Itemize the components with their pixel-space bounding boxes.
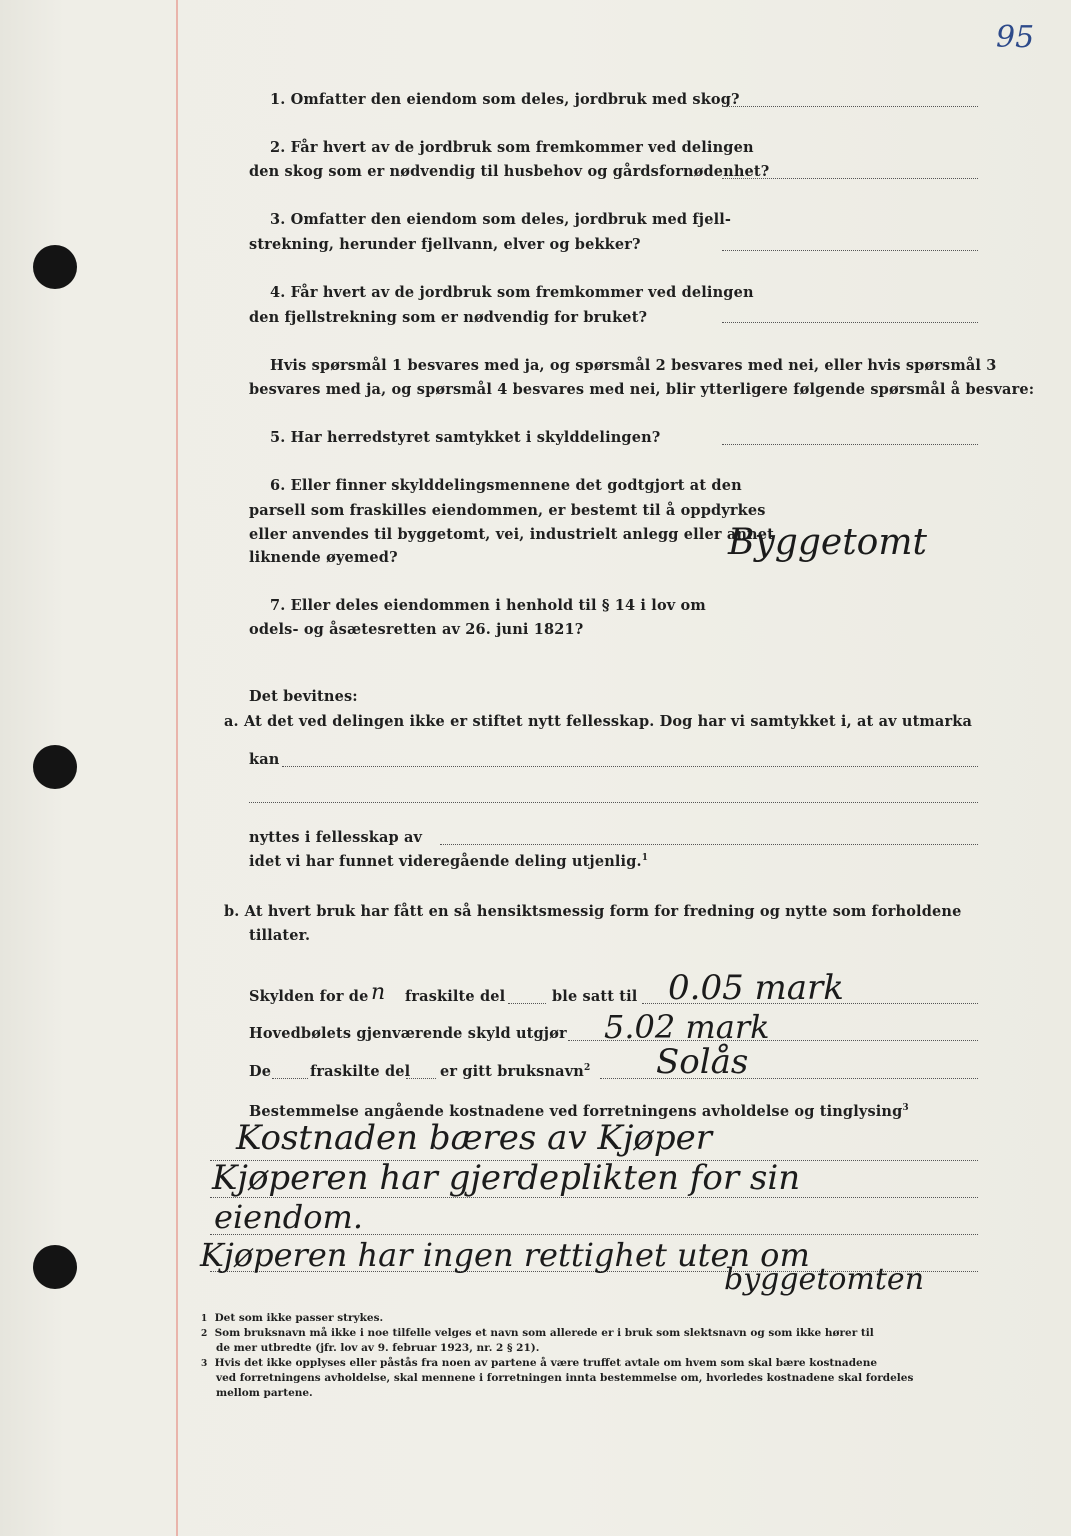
skyld-fraskilte: fraskilte del xyxy=(405,988,506,1005)
answer-line-3 xyxy=(722,250,978,251)
footnote-3-num: 3 xyxy=(201,1359,208,1369)
question-6-line-1: 6. Eller finner skylddelingsmennene det godtgjort at den xyxy=(270,477,742,494)
question-6-line-4: liknende øyemed? xyxy=(249,549,398,566)
footnote-3-line-3: mellom partene. xyxy=(216,1387,313,1399)
kostnad-handwritten-4: Kjøperen har ingen rettighet uten om xyxy=(200,1236,810,1274)
witness-a-kan: kan xyxy=(249,751,280,768)
bruksnavn-fraskilte: fraskilte del xyxy=(310,1063,411,1080)
question-2-line-1: 2. Får hvert av de jordbruk som fremkommer ved delingen xyxy=(270,139,754,156)
question-5: 5. Har herredstyret samtykket i skylddelingen? xyxy=(270,429,661,446)
kostnad-handwritten-3: eiendom. xyxy=(214,1198,363,1236)
nyttes-line xyxy=(440,844,978,845)
question-3-line-2: strekning, herunder fjellvann, elver og bekker? xyxy=(249,236,641,253)
red-margin-line xyxy=(176,0,178,1536)
skyld-value-handwritten: 0.05 mark xyxy=(668,968,844,1008)
witness-a-idet-text: idet vi har funnet videregående deling utjenlig. xyxy=(249,853,642,870)
punch-hole-icon xyxy=(33,1245,77,1289)
question-7-line-1: 7. Eller deles eiendommen i henhold til § 14 i lov om xyxy=(270,597,706,614)
question-4-line-2: den fjellstrekning som er nødvendig for bruket? xyxy=(249,309,648,326)
condition-line-1: Hvis spørsmål 1 besvares med ja, og spørsmål 2 besvares med nei, eller hvis spørsmål 3 xyxy=(270,357,997,374)
bruksnavn-gitt-text: er gitt bruksnavn xyxy=(440,1063,584,1080)
witness-b-line-2: tillater. xyxy=(249,927,311,944)
footnote-ref-2: 2 xyxy=(584,1063,591,1074)
kostnad-handwritten-5: byggetomten xyxy=(724,1262,925,1297)
bruksnavn-handwritten: Solås xyxy=(656,1042,749,1082)
footnote-ref-1: 1 xyxy=(641,853,649,864)
footnote-2 xyxy=(201,1327,874,1339)
hovedbol-value-handwritten: 5.02 mark xyxy=(604,1008,770,1046)
witness-a-nyttes: nyttes i fellesskap av xyxy=(249,829,423,846)
bestemmelse-text: Bestemmelse angående kostnadene ved forretningens avholdelse og tinglysing xyxy=(249,1103,903,1120)
skyld-dots-1 xyxy=(508,1003,546,1004)
question-6-line-2: parsell som fraskilles eiendommen, er bestemt til å oppdyrkes xyxy=(249,502,766,519)
kostnad-handwritten-2: Kjøperen har gjerdeplikten for sin xyxy=(212,1158,801,1198)
footnote-2-text: Som bruksnavn må ikke i noe tilfelle velges et navn som allerede er i bruk som slektsnavn og som ikke hører til xyxy=(214,1327,874,1339)
footnote-2-line-2: de mer utbredte (jfr. lov av 9. februar 1923, nr. 2 § 21). xyxy=(216,1342,540,1354)
answer-6-handwritten: Byggetomt xyxy=(728,522,927,563)
witness-b-line-1: b. At hvert bruk har fått en så hensiktsmessig form for fredning og nytte som forholdene xyxy=(224,903,962,920)
footnote-3 xyxy=(201,1357,877,1369)
skyld-satt: ble satt til xyxy=(552,988,638,1005)
page-number: 95 xyxy=(996,20,1035,55)
kostnad-handwritten-1: Kostnaden bæres av Kjøper xyxy=(236,1118,713,1158)
witness-a-line-1: a. At det ved delingen ikke er stiftet nytt fellesskap. Dog har vi samtykket i, at av utmarka xyxy=(224,713,972,730)
answer-line-4 xyxy=(722,322,978,323)
witness-heading: Det bevitnes: xyxy=(249,688,358,705)
question-3-line-1: 3. Omfatter den eiendom som deles, jordbruk med fjell- xyxy=(270,211,732,228)
answer-line-1 xyxy=(722,106,978,107)
footnote-3-text: Hvis det ikke opplyses eller påstås fra noen av partene å være truffet avtale om hvem som skal bære kostnadene xyxy=(214,1357,878,1369)
question-6-line-3: eller anvendes til byggetomt, vei, industrielt anlegg eller annet xyxy=(249,526,774,543)
punch-hole-icon xyxy=(33,745,77,789)
answer-line-5 xyxy=(722,444,978,445)
skyld-prefix: Skylden for de xyxy=(249,988,369,1005)
footnote-2-num: 2 xyxy=(201,1329,208,1339)
condition-line-2: besvares med ja, og spørsmål 4 besvares med nei, blir ytterligere følgende spørsmål å besvare: xyxy=(249,381,1035,398)
skyld-prefix-handwritten: n xyxy=(371,980,386,1005)
footnote-3-line-2: ved forretningens avholdelse, skal mennene i forretningen innta bestemmelse om, hvorledes kostnadene skal fordeles xyxy=(216,1372,914,1384)
question-1: 1. Omfatter den eiendom som deles, jordbruk med skog? xyxy=(270,91,740,108)
hovedbol-label: Hovedbølets gjenværende skyld utgjør xyxy=(249,1025,567,1042)
kan-line-2 xyxy=(249,802,978,803)
answer-line-2 xyxy=(722,178,978,179)
bruksnavn-de: De xyxy=(249,1063,272,1080)
question-7-line-2: odels- og åsætesretten av 26. juni 1821? xyxy=(249,621,584,638)
punch-hole-icon xyxy=(33,245,77,289)
footnote-1-text: Det som ikke passer strykes. xyxy=(214,1312,384,1324)
question-4-line-1: 4. Får hvert av de jordbruk som fremkommer ved delingen xyxy=(270,284,754,301)
question-2-line-2: den skog som er nødvendig til husbehov og gårdsfornødenhet? xyxy=(249,163,770,180)
bruksnavn-dots-2 xyxy=(406,1078,436,1079)
bruksnavn-dots-1 xyxy=(272,1078,308,1079)
bruksnavn-gitt xyxy=(440,1063,590,1080)
footnote-1-num: 1 xyxy=(201,1314,208,1324)
footnote-1 xyxy=(201,1312,383,1324)
footnote-ref-3: 3 xyxy=(902,1103,909,1114)
witness-a-idet xyxy=(249,853,648,870)
kan-line xyxy=(282,766,978,767)
